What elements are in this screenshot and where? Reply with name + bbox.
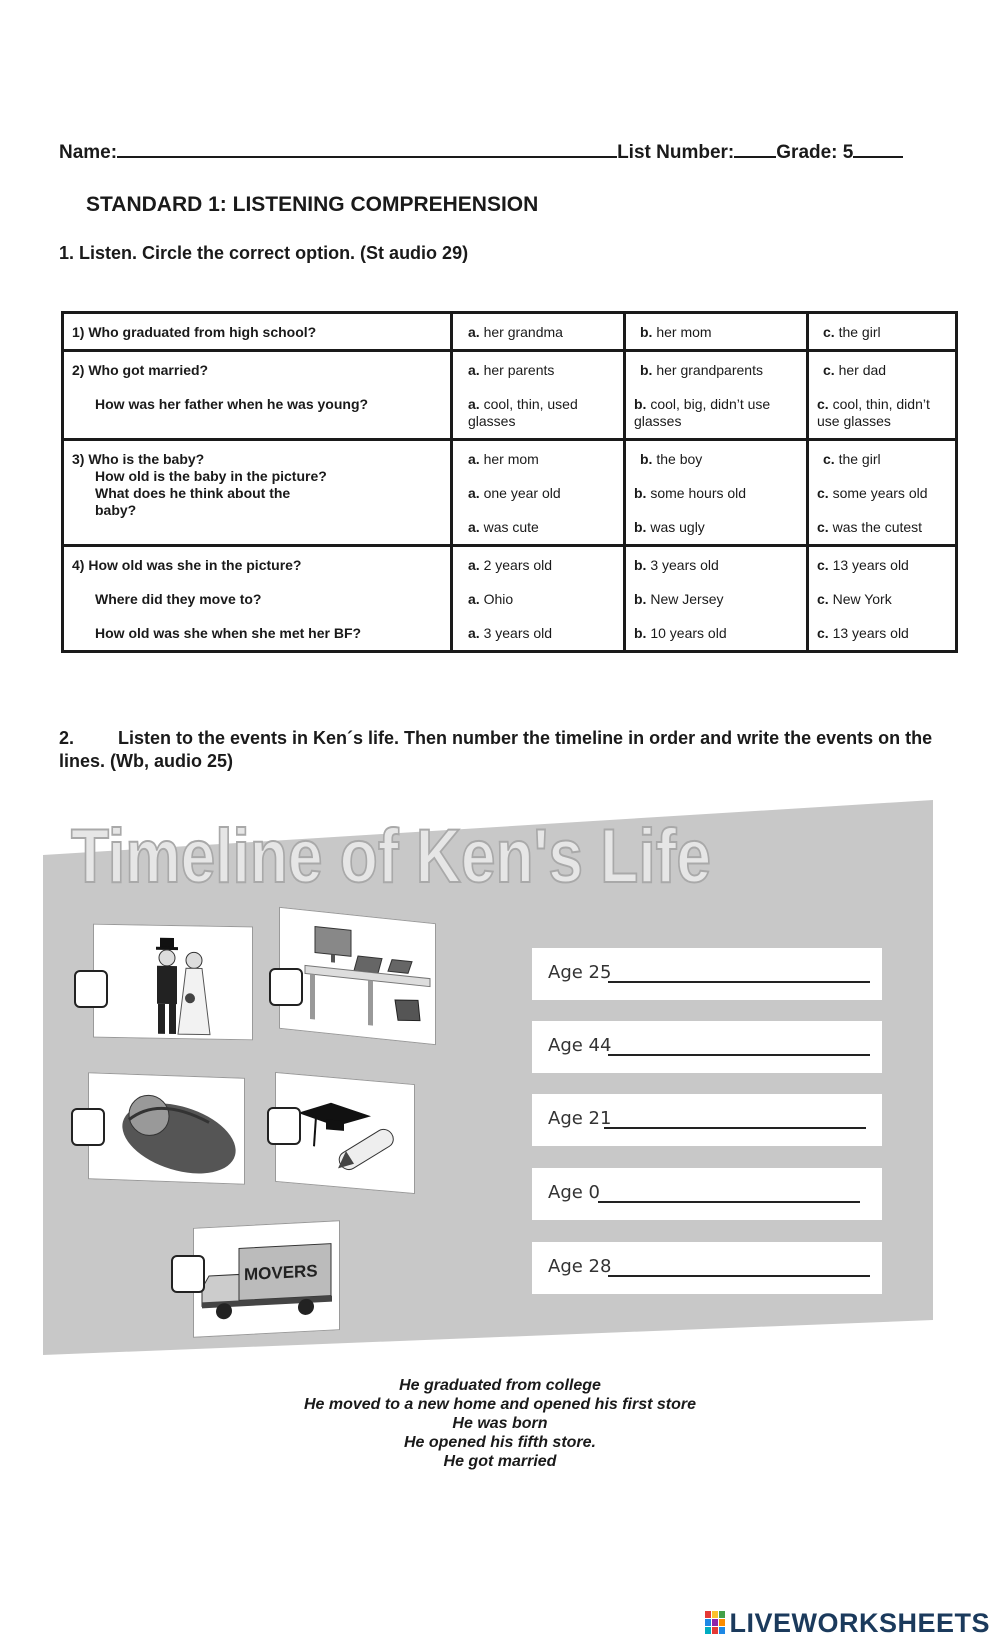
age-line-5 [532, 1242, 882, 1294]
option-a[interactable]: a. Ohio [468, 591, 514, 607]
grade-label: Grade: 5 [776, 142, 854, 163]
answer-line[interactable] [608, 1054, 870, 1056]
question-2-number: 2. [59, 728, 75, 748]
age-label: Age 0 [548, 1182, 600, 1203]
age-label: Age 25 [548, 962, 612, 983]
option-a[interactable]: a. her grandma [468, 324, 563, 340]
grade-field[interactable] [853, 138, 903, 158]
question-text: How was her father when he was young? [95, 396, 369, 412]
option-b[interactable]: b. was ugly [634, 519, 705, 535]
baby-picture [88, 1072, 245, 1184]
age-line-1 [532, 948, 882, 1000]
option-c[interactable]: c. some years old [817, 485, 928, 501]
option-b[interactable]: b. 10 years old [634, 625, 727, 641]
option-a[interactable]: a. 3 years old [468, 625, 553, 641]
question-table [61, 311, 958, 653]
wedding-couple-icon [94, 925, 252, 1040]
option-a[interactable]: a. cool, thin, used glasses [468, 396, 578, 429]
answer-line[interactable] [608, 1275, 870, 1277]
table-row [63, 440, 957, 546]
logo-icon [705, 1611, 725, 1638]
event-item: He moved to a new home and opened his first store [303, 1396, 697, 1413]
moving-checkbox[interactable] [171, 1255, 205, 1293]
answer-line[interactable] [604, 1127, 866, 1129]
timeline-title: Timeline of Ken's Life [71, 814, 711, 899]
table-row [63, 351, 957, 440]
question-text: How old is the baby in the picture? [95, 468, 327, 484]
wedding-checkbox[interactable] [74, 970, 108, 1008]
name-label: Name: [59, 142, 118, 163]
table-row [63, 313, 957, 351]
standard-title: STANDARD 1: LISTENING COMPREHENSION [86, 193, 539, 216]
store-checkbox[interactable] [269, 968, 303, 1006]
question-1-instruction: 1. Listen. Circle the correct option. (St audio 29) [59, 243, 469, 263]
list-number-field[interactable] [734, 138, 776, 158]
option-c[interactable]: c. 13 years old [817, 557, 909, 573]
option-c[interactable]: c. the girl [823, 451, 881, 467]
option-b[interactable]: b. New Jersey [634, 591, 724, 607]
question-text: 2) Who got married? [72, 362, 209, 378]
question-text: baby? [95, 502, 137, 518]
option-b[interactable]: b. her mom [640, 324, 712, 340]
option-c[interactable]: c. her dad [823, 362, 887, 378]
question-text: 3) Who is the baby? [72, 451, 205, 467]
answer-line[interactable] [608, 981, 870, 983]
question-text: How old was she when she met her BF? [95, 625, 362, 641]
option-b[interactable]: b. the boy [640, 451, 703, 467]
question-text: 4) How old was she in the picture? [72, 557, 302, 573]
option-a[interactable]: a. one year old [468, 485, 561, 501]
list-number-label: List Number: [617, 142, 735, 163]
moving-truck-picture [193, 1220, 340, 1338]
liveworksheets-logo [705, 1608, 990, 1639]
student-info-line [59, 138, 903, 164]
age-label: Age 28 [548, 1256, 612, 1277]
option-b[interactable]: b. some hours old [634, 485, 747, 501]
event-item: He opened his fifth store. [403, 1434, 596, 1451]
computers-icon [280, 908, 435, 1044]
event-item: He graduated from college [399, 1377, 601, 1394]
option-a[interactable]: a. her parents [468, 362, 555, 378]
question-text: Where did they move to? [95, 591, 262, 607]
option-b[interactable]: b. 3 years old [634, 557, 719, 573]
logo-text: LIVEWORKSHEETS [729, 1608, 990, 1638]
age-line-2 [532, 1021, 882, 1073]
age-line-3 [532, 1094, 882, 1146]
option-a[interactable]: a. was cute [468, 519, 539, 535]
baby-icon [89, 1073, 244, 1183]
truck-label: MOVERS [244, 1261, 318, 1285]
events-list [0, 1376, 1000, 1471]
event-item: He was born [452, 1415, 548, 1432]
timeline-panel [43, 800, 933, 1360]
name-field[interactable] [117, 138, 617, 158]
wedding-picture [93, 924, 253, 1041]
baby-checkbox[interactable] [71, 1108, 105, 1146]
event-item: He got married [443, 1453, 557, 1470]
logo-blocks-icon [705, 1611, 725, 1635]
option-a[interactable]: a. 2 years old [468, 557, 553, 573]
graduation-checkbox[interactable] [267, 1107, 301, 1145]
option-b[interactable]: b. her grandparents [640, 362, 763, 378]
option-c[interactable]: c. was the cutest [817, 519, 923, 535]
table-row [63, 546, 957, 652]
age-line-4 [532, 1168, 882, 1220]
question-text: 1) Who graduated from high school? [72, 324, 317, 340]
question-2-text: Listen to the events in Ken´s life. Then number the timeline in order and write the events on the lines. (Wb, audio 25) [59, 728, 933, 771]
option-c[interactable]: c. cool, thin, didn’t use glasses [817, 396, 930, 429]
moving-truck-icon [194, 1221, 339, 1337]
option-b[interactable]: b. cool, big, didn’t use glasses [634, 396, 771, 429]
question-text: What does he think about the [95, 485, 291, 501]
option-c[interactable]: c. 13 years old [817, 625, 909, 641]
option-a[interactable]: a. her mom [468, 451, 539, 467]
age-label: Age 21 [548, 1108, 612, 1129]
option-c[interactable]: c. the girl [823, 324, 881, 340]
answer-line[interactable] [598, 1201, 860, 1203]
option-c[interactable]: c. New York [817, 591, 892, 607]
age-label: Age 44 [548, 1035, 612, 1056]
question-2-instruction [59, 727, 959, 773]
